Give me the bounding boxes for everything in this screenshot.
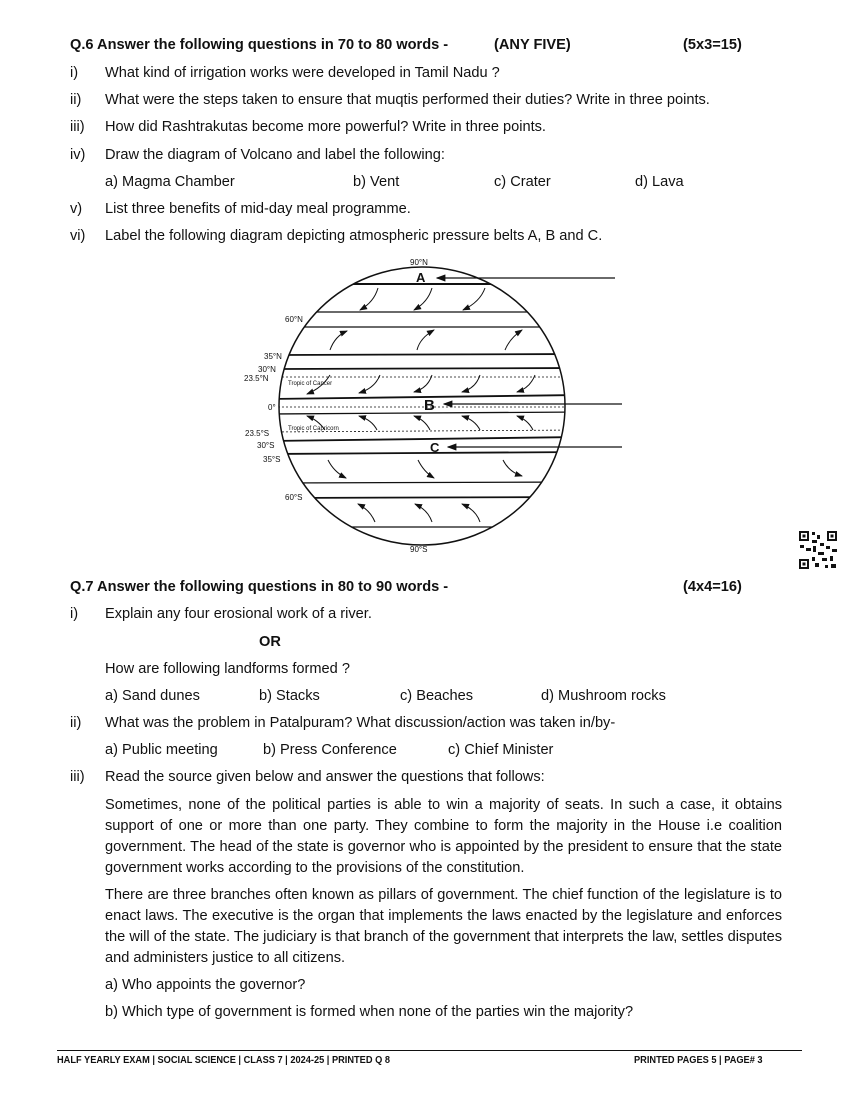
landform-option: b) Stacks (259, 688, 320, 704)
label-23s: 23.5°S (245, 429, 270, 438)
q6-choice: (ANY FIVE) (494, 37, 571, 53)
q7-title: Q.7 Answer the following questions in 80 to 90 words - (70, 579, 449, 595)
source-paragraph-2: There are three branches often known as pillars of government. The chief function of the legislature is to enact laws. The executive is the organ that implements the laws enacted by the legislature and enforces the will of the state. The judiciary is that branch of the government that interprets the law, settles disputes and administers justice to all citizens. (105, 887, 782, 966)
landform-option: a) Sand dunes (105, 688, 200, 704)
label-35s: 35°S (263, 455, 281, 464)
landform-option: d) Mushroom rocks (541, 688, 666, 704)
label-equator: 0° (268, 403, 276, 412)
footer-divider (57, 1050, 802, 1051)
q6-item-num: vi) (70, 228, 86, 244)
q6-item-num: ii) (70, 92, 82, 108)
label-c: C (430, 440, 440, 455)
q7-iii-question-a: a) Who appoints the governor? (105, 977, 306, 993)
q6-item-text: What kind of irrigation works were developed in Tamil Nadu ? (105, 65, 500, 81)
q6-item-num: iii) (70, 119, 85, 135)
patalpuram-option: c) Chief Minister (448, 742, 554, 758)
qr-code (799, 531, 837, 569)
volcano-option: d) Lava (635, 174, 684, 190)
label-90s: 90°S (410, 545, 428, 554)
q6-item-text: List three benefits of mid-day meal programme. (105, 201, 411, 217)
q7-iii-num: iii) (70, 769, 85, 785)
label-30s: 30°S (257, 441, 275, 450)
label-60n: 60°N (285, 315, 303, 324)
patalpuram-option: a) Public meeting (105, 742, 218, 758)
volcano-option: a) Magma Chamber (105, 174, 235, 190)
volcano-option: b) Vent (353, 174, 400, 190)
volcano-option: c) Crater (494, 174, 551, 190)
q6-title: Q.6 Answer the following questions in 70 to 80 words - (70, 37, 449, 53)
q7-marks: (4x4=16) (683, 579, 742, 595)
patalpuram-option: b) Press Conference (263, 742, 397, 758)
label-23n: 23.5°N (244, 374, 269, 383)
q6-item-text: Draw the diagram of Volcano and label the following: (105, 147, 445, 163)
q7-iii-question-b: b) Which type of government is formed when none of the parties win the majority? (105, 1004, 634, 1020)
q6-item-text: Label the following diagram depicting atmospheric pressure belts A, B and C. (105, 228, 603, 244)
label-90n: 90°N (410, 258, 428, 267)
q7-i-alt: How are following landforms formed ? (105, 661, 350, 677)
label-tropic-capricorn: Tropic of Capricorn (288, 426, 339, 432)
label-b: B (424, 397, 435, 414)
label-30n: 30°N (258, 365, 276, 374)
label-60s: 60°S (285, 493, 303, 502)
wind-arrows (307, 288, 535, 522)
q7-ii-num: ii) (70, 715, 82, 731)
q6-item-num: v) (70, 201, 83, 217)
landform-option: c) Beaches (400, 688, 474, 704)
q6-item-text: What were the steps taken to ensure that muqtis performed their duties? Write in three points. (105, 92, 710, 108)
q7-i-text: Explain any four erosional work of a river. (105, 606, 372, 622)
label-35n: 35°N (264, 352, 282, 361)
q7-i-num: i) (70, 606, 79, 622)
q6-item-num: i) (70, 65, 79, 81)
globe-outline (279, 267, 565, 545)
q7-or: OR (259, 634, 281, 650)
label-tropic-cancer: Tropic of Cancer (288, 381, 333, 387)
q6-marks: (5x3=15) (683, 37, 742, 53)
q6-item-text: How did Rashtrakutas become more powerful? Write in three points. (105, 119, 546, 135)
footer-left: HALF YEARLY EXAM | SOCIAL SCIENCE | CLASS 7 | 2024-25 | PRINTED Q 8 (57, 1054, 390, 1066)
q7-iii-text: Read the source given below and answer the questions that follows: (105, 769, 545, 785)
source-paragraph-1: Sometimes, none of the political parties is able to win a majority of seats. In such a case, it obtains support of one or more than one party. They combine to form the majority in the House i.e coalition government. The head of the state is governor who is appointed by the president to ensure that the state government works according to the provisions of the constitution. (105, 797, 782, 876)
label-pointer-arrows (437, 278, 622, 447)
q6-item-num: iv) (70, 147, 86, 163)
footer-right: PRINTED PAGES 5 | PAGE# 3 (634, 1054, 763, 1066)
label-a: A (416, 270, 426, 285)
q7-ii-text: What was the problem in Patalpuram? What discussion/action was taken in/by- (105, 715, 616, 731)
